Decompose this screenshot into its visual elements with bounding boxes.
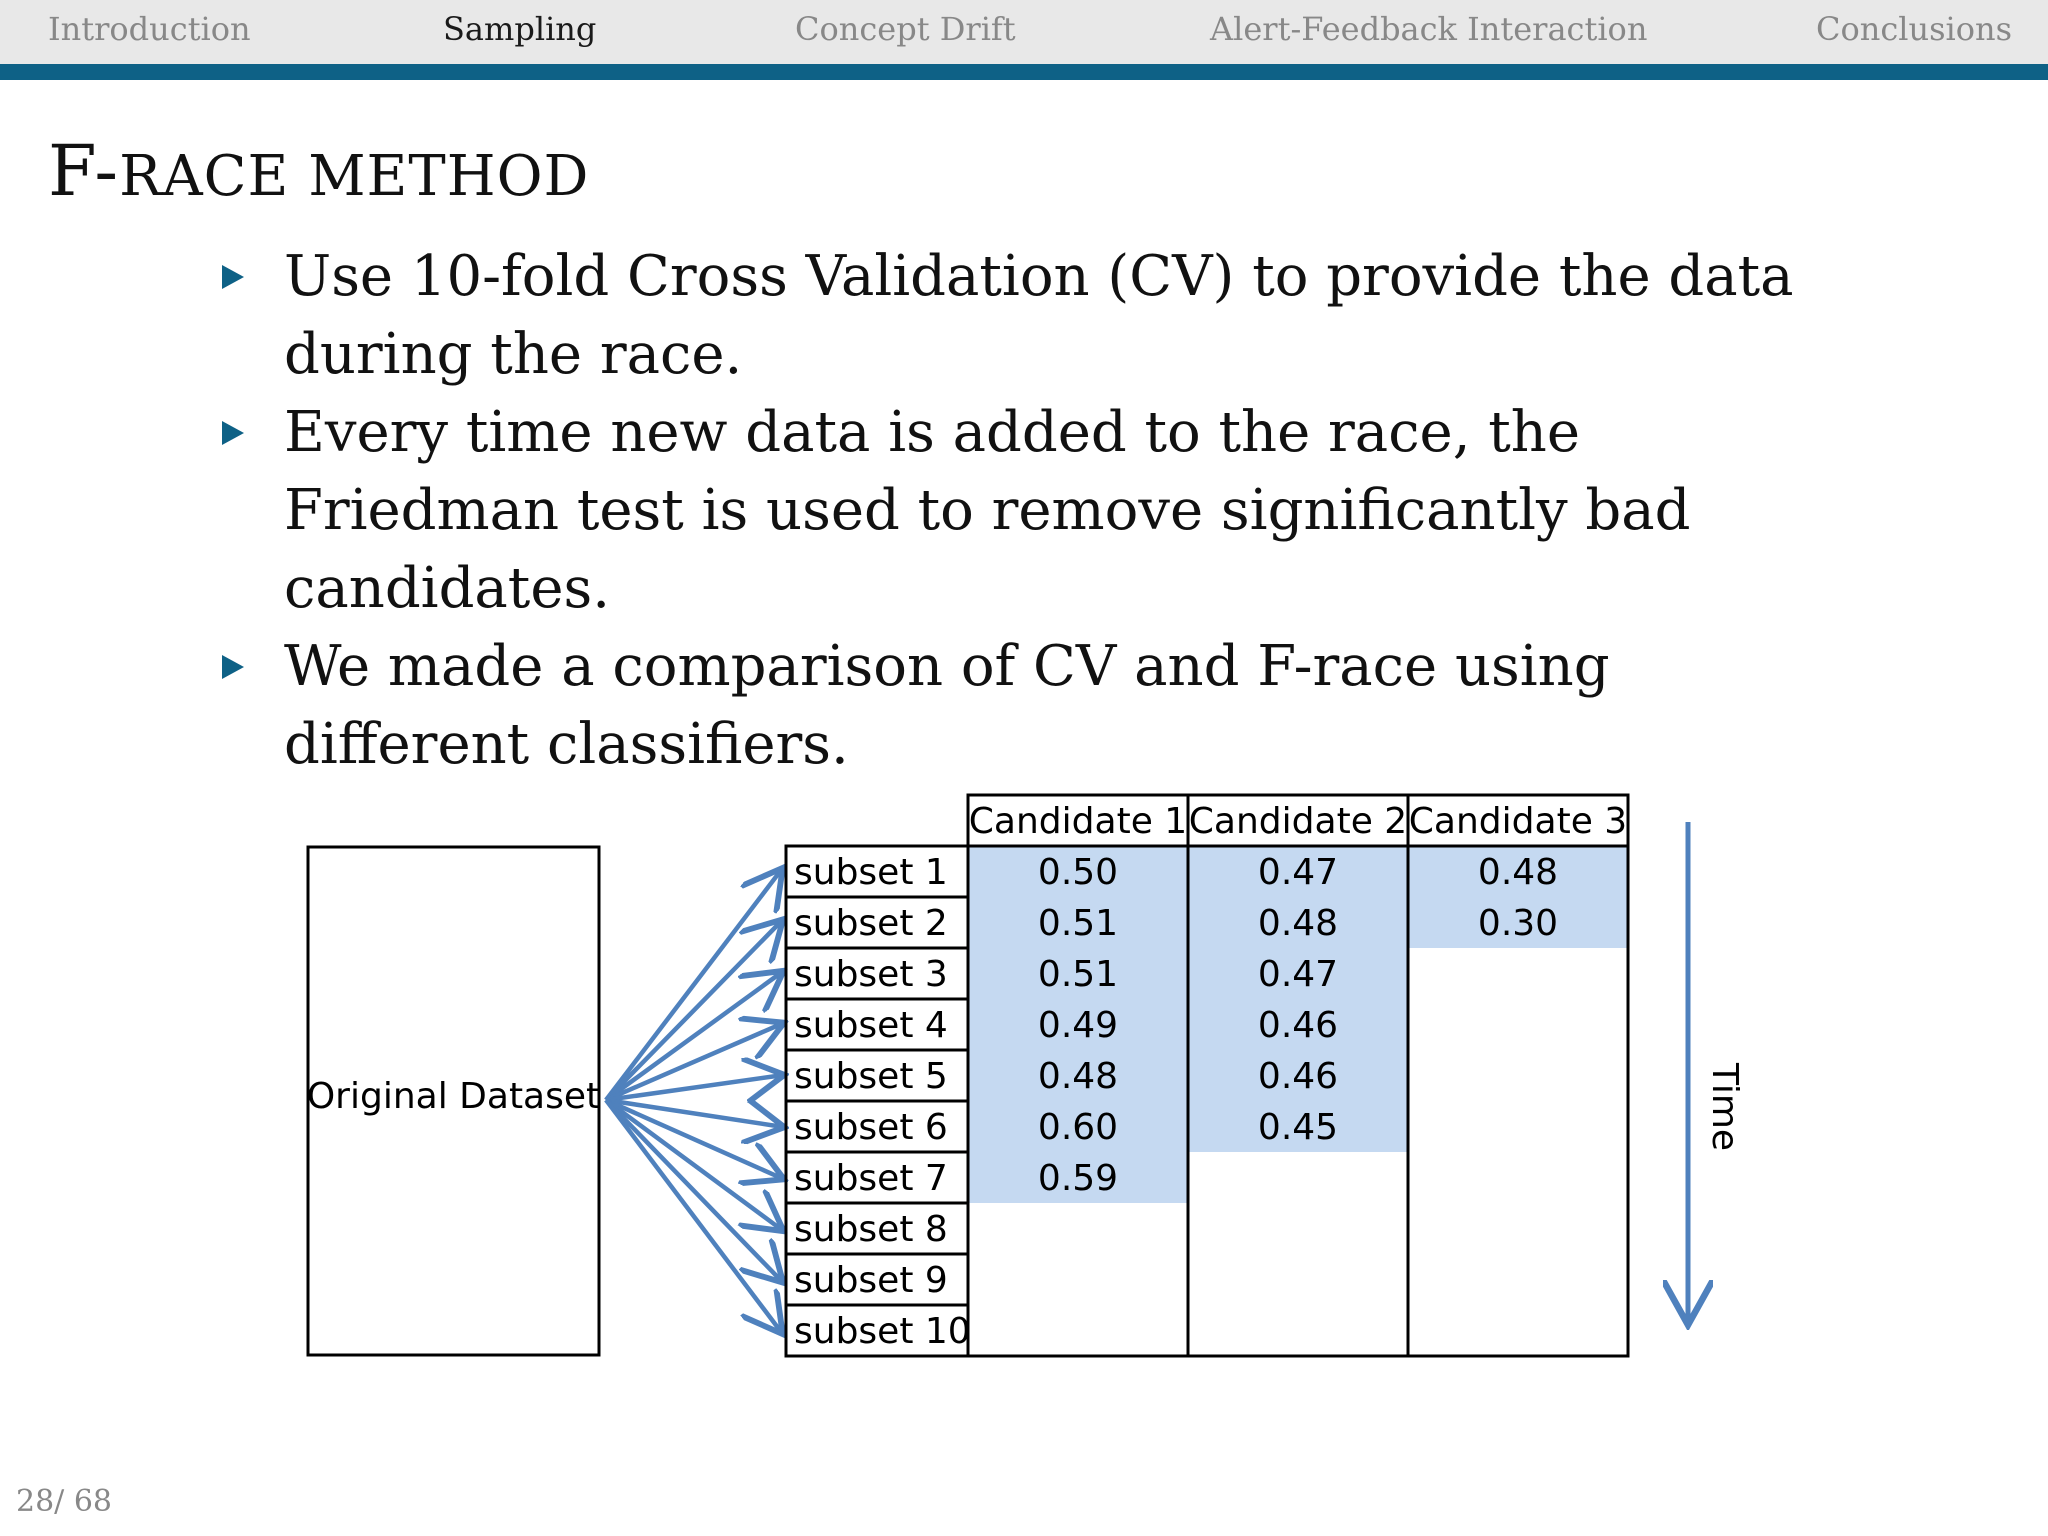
bullet-text: We made a comparison of CV and F-race using different classifiers. bbox=[284, 634, 1610, 777]
f-race-diagram bbox=[280, 780, 1750, 1360]
subset-label: subset 8 bbox=[794, 1209, 948, 1250]
bullet-item bbox=[220, 628, 1860, 784]
bullet-item bbox=[220, 394, 1860, 628]
navigation-divider-bar bbox=[0, 64, 2048, 80]
candidate-value: 0.48 bbox=[1037, 1056, 1119, 1097]
candidate-value: 0.47 bbox=[1257, 954, 1339, 995]
section-navigation bbox=[0, 0, 2048, 64]
candidate-value: 0.30 bbox=[1477, 903, 1559, 944]
subset-label: subset 5 bbox=[794, 1056, 948, 1097]
candidate-value: 0.46 bbox=[1257, 1056, 1339, 1097]
slide-title-initial: F- bbox=[48, 130, 120, 212]
nav-item-sampling[interactable]: Sampling bbox=[443, 10, 597, 48]
bullet-text: Use 10-fold Cross Validation (CV) to provide the data during the race. bbox=[284, 244, 1794, 387]
original-dataset-label: Original Dataset bbox=[306, 1076, 601, 1117]
nav-item-alert-feedback-interaction[interactable]: Alert-Feedback Interaction bbox=[1210, 10, 1648, 48]
slide-title bbox=[48, 130, 589, 212]
subset-label: subset 1 bbox=[794, 852, 948, 893]
candidate-value: 0.51 bbox=[1037, 954, 1119, 995]
subset-label: subset 4 bbox=[794, 1005, 948, 1046]
bullet-triangle-icon bbox=[222, 421, 244, 445]
candidate-value: 0.60 bbox=[1037, 1107, 1119, 1148]
candidate-value: 0.48 bbox=[1257, 903, 1339, 944]
bullet-list bbox=[220, 238, 1860, 784]
candidate-header-label: Candidate 3 bbox=[1408, 801, 1628, 842]
fold-arrow bbox=[606, 1100, 780, 1280]
bullet-triangle-icon bbox=[222, 265, 244, 289]
subset-label: subset 3 bbox=[794, 954, 948, 995]
time-label: Time bbox=[1704, 1062, 1745, 1152]
subset-label: subset 2 bbox=[794, 903, 948, 944]
fold-arrow bbox=[606, 923, 780, 1101]
candidate-value: 0.45 bbox=[1257, 1107, 1339, 1148]
candidate-value: 0.59 bbox=[1037, 1158, 1119, 1199]
fold-arrow bbox=[606, 872, 780, 1101]
subset-label: subset 6 bbox=[794, 1107, 948, 1148]
candidate-header-label: Candidate 1 bbox=[968, 801, 1188, 842]
slide-title-rest: RACE METHOD bbox=[119, 144, 590, 209]
bullet-item bbox=[220, 238, 1860, 394]
candidate-value: 0.49 bbox=[1037, 1005, 1119, 1046]
candidate-value: 0.48 bbox=[1477, 852, 1559, 893]
page-number: 28/ 68 bbox=[16, 1484, 112, 1519]
candidate-value: 0.46 bbox=[1257, 1005, 1339, 1046]
candidate-header-label: Candidate 2 bbox=[1188, 801, 1408, 842]
candidate-value: 0.51 bbox=[1037, 903, 1119, 944]
candidate-value: 0.47 bbox=[1257, 852, 1339, 893]
nav-item-concept-drift[interactable]: Concept Drift bbox=[795, 10, 1016, 48]
nav-item-introduction[interactable]: Introduction bbox=[48, 10, 251, 48]
fold-arrow bbox=[606, 1100, 780, 1331]
subset-label: subset 9 bbox=[794, 1260, 948, 1301]
bullet-text: Every time new data is added to the race, the Friedman test is used to remove significantly bad candidates. bbox=[284, 400, 1691, 621]
subset-label: subset 7 bbox=[794, 1158, 948, 1199]
subset-label: subset 10 bbox=[794, 1311, 971, 1352]
candidate-value: 0.50 bbox=[1037, 852, 1119, 893]
nav-item-conclusions[interactable]: Conclusions bbox=[1816, 10, 2013, 48]
bullet-triangle-icon bbox=[222, 655, 244, 679]
